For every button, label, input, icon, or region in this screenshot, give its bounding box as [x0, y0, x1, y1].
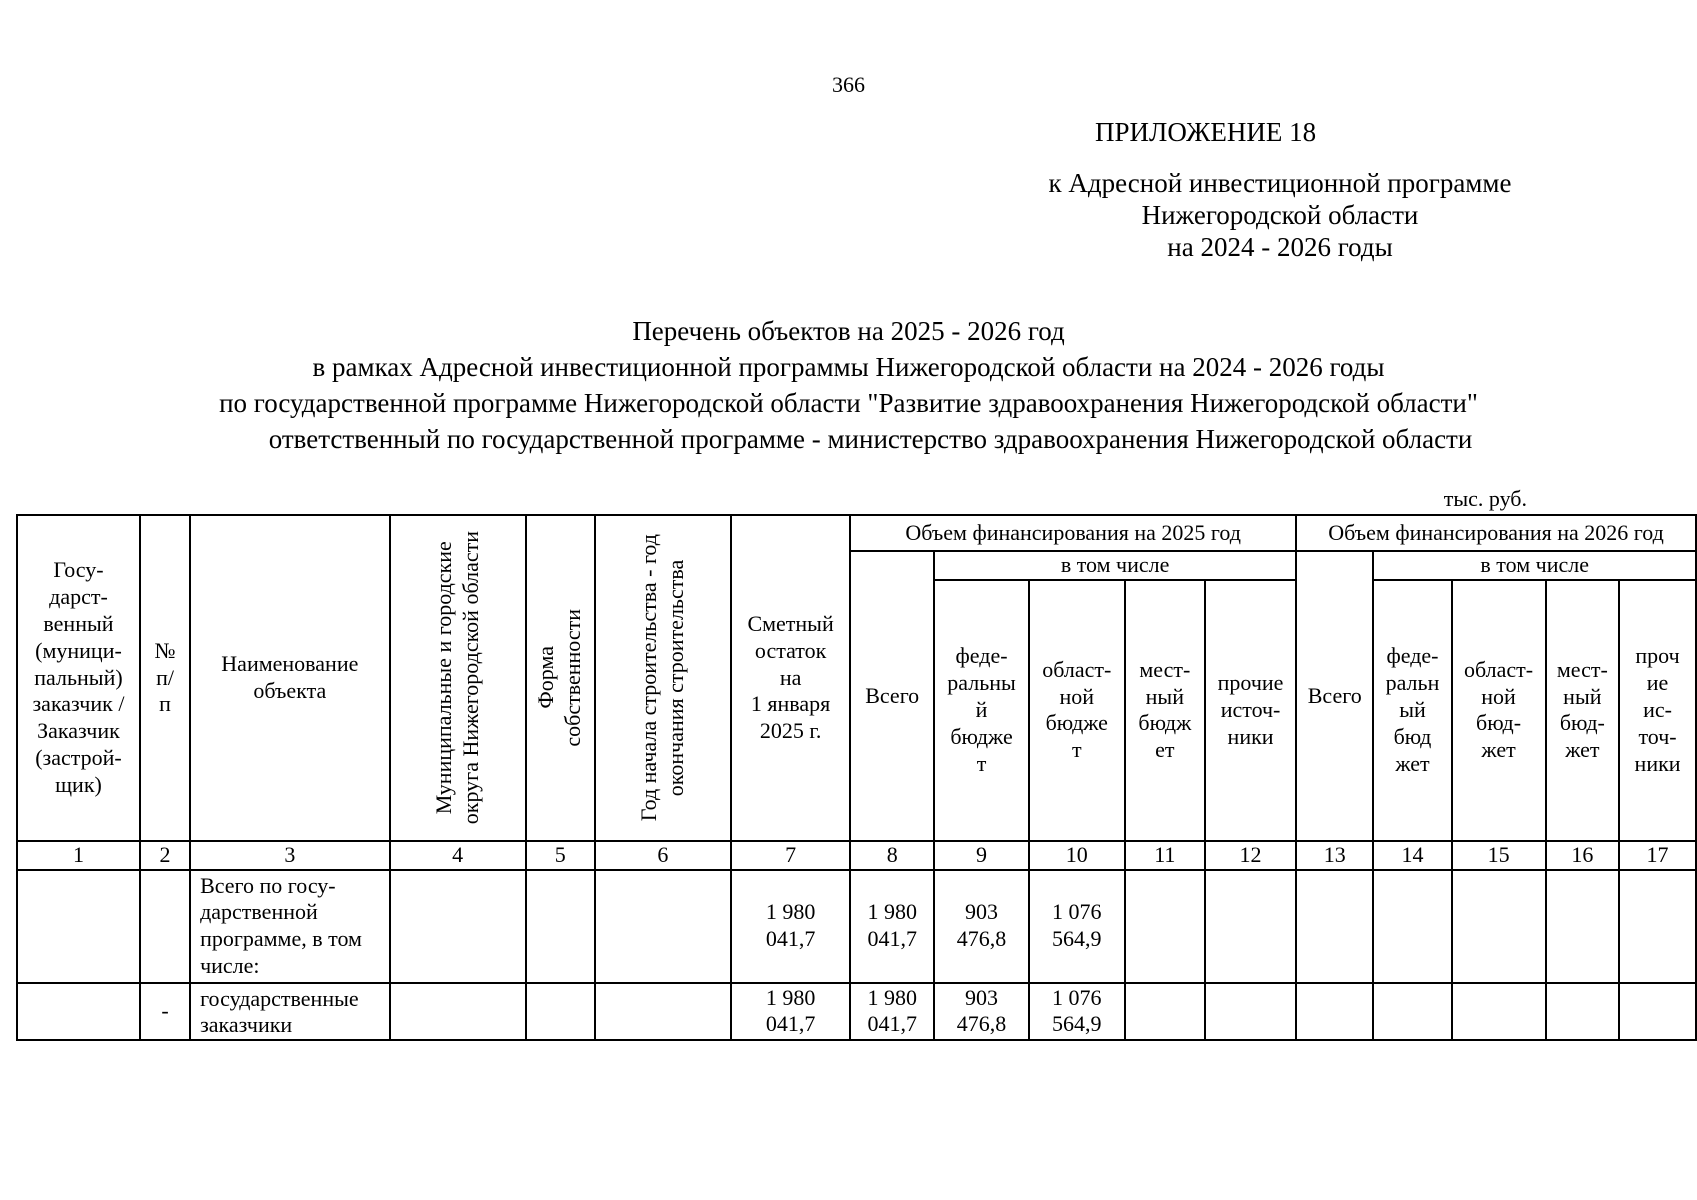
header-local-2026: мест- ный бюд- жет	[1546, 580, 1620, 841]
cell-empty	[1619, 983, 1696, 1041]
column-number: 5	[526, 841, 595, 870]
cell-empty	[526, 983, 595, 1041]
header-ownership: Форма собственности	[526, 515, 595, 841]
header-federal-2025: феде- ральны й бюдже т	[934, 580, 1029, 841]
document-title-line: ответственный по государственной программе - министерство здравоохранения Нижегородской области	[268, 424, 1473, 454]
header-total-2025: Всего	[850, 551, 934, 841]
cell-empty	[1619, 870, 1696, 983]
column-number: 15	[1452, 841, 1546, 870]
cell-empty	[390, 870, 526, 983]
header-estimate: Сметный остаток на 1 января 2025 г.	[731, 515, 850, 841]
cell-object-name: государственные заказчики	[190, 983, 390, 1041]
table-row	[17, 870, 1696, 983]
column-number: 16	[1546, 841, 1620, 870]
column-number: 12	[1205, 841, 1296, 870]
header-customer: Госу- дарст- венный (муници- пальный) заказчик / Заказчик (застрой- щик)	[17, 515, 140, 841]
units-label: тыс. руб.	[1443, 486, 1527, 511]
cell-empty	[1373, 983, 1451, 1041]
cell-empty	[390, 983, 526, 1041]
header-construction-years: Год начала строительства - год окончания строительства	[595, 515, 731, 841]
cell-estimate: 1 980 041,7	[731, 870, 850, 983]
cell-empty	[1125, 870, 1205, 983]
cell-federal-2025: 903 476,8	[934, 870, 1029, 983]
column-number: 14	[1373, 841, 1451, 870]
header-other-2025: прочие источ- ники	[1205, 580, 1296, 841]
document-title-line: Перечень объектов на 2025 - 2026 год	[632, 316, 1065, 346]
column-number: 10	[1029, 841, 1125, 870]
header-districts: Муниципальные и городские округа Нижегородской области	[390, 515, 526, 841]
cell-number	[140, 870, 190, 983]
cell-empty	[1546, 983, 1620, 1041]
page-number: 366	[832, 72, 865, 97]
cell-empty	[1296, 870, 1373, 983]
column-number: 1	[17, 841, 140, 870]
cell-customer	[17, 983, 140, 1041]
header-other-2026: проч ие ис- точ- ники	[1619, 580, 1696, 841]
column-number: 4	[390, 841, 526, 870]
document-title-line: в рамках Адресной инвестиционной программы Нижегородской области на 2024 - 2026 годы	[312, 352, 1385, 382]
header-regional-2026: област- ной бюд- жет	[1452, 580, 1546, 841]
column-number: 13	[1296, 841, 1373, 870]
objects-table	[16, 514, 1697, 1041]
document-title-line: по государственной программе Нижегородской области "Развитие здравоохранения Нижегородской области"	[219, 388, 1478, 418]
column-numbers-row	[17, 841, 1696, 870]
column-number: 2	[140, 841, 190, 870]
table-row	[17, 983, 1696, 1041]
cell-total-2025: 1 980 041,7	[850, 870, 934, 983]
cell-empty	[1296, 983, 1373, 1041]
cell-regional-2025: 1 076 564,9	[1029, 983, 1125, 1041]
cell-empty	[1125, 983, 1205, 1041]
cell-estimate: 1 980 041,7	[731, 983, 850, 1041]
appendix-line: к Адресной инвестиционной программе	[1048, 168, 1512, 198]
header-including-2025: в том числе	[934, 551, 1296, 580]
appendix-line: Нижегородской области	[1141, 200, 1419, 230]
header-federal-2026: феде- ральн ый бюд жет	[1373, 580, 1451, 841]
column-number: 9	[934, 841, 1029, 870]
header-regional-2025: област- ной бюдже т	[1029, 580, 1125, 841]
header-object-name: Наименование объекта	[190, 515, 390, 841]
header-number: № п/ п	[140, 515, 190, 841]
column-number: 11	[1125, 841, 1205, 870]
cell-empty	[1205, 983, 1296, 1041]
header-funding-2026: Объем финансирования на 2026 год	[1296, 515, 1696, 551]
cell-empty	[1373, 870, 1451, 983]
cell-number: -	[140, 983, 190, 1041]
cell-object-name: Всего по госу- дарственной программе, в том числе:	[190, 870, 390, 983]
cell-empty	[1205, 870, 1296, 983]
appendix-line: на 2024 - 2026 годы	[1167, 232, 1393, 262]
column-number: 17	[1619, 841, 1696, 870]
header-total-2026: Всего	[1296, 551, 1373, 841]
header-local-2025: мест- ный бюдж ет	[1125, 580, 1205, 841]
cell-empty	[595, 983, 731, 1041]
column-number: 8	[850, 841, 934, 870]
column-number: 7	[731, 841, 850, 870]
cell-federal-2025: 903 476,8	[934, 983, 1029, 1041]
appendix-title: ПРИЛОЖЕНИЕ 18	[1095, 117, 1317, 147]
column-number: 3	[190, 841, 390, 870]
cell-total-2025: 1 980 041,7	[850, 983, 934, 1041]
cell-empty	[595, 870, 731, 983]
cell-regional-2025: 1 076 564,9	[1029, 870, 1125, 983]
header-funding-2025: Объем финансирования на 2025 год	[850, 515, 1296, 551]
cell-empty	[526, 870, 595, 983]
header-including-2026: в том числе	[1373, 551, 1696, 580]
cell-empty	[1452, 870, 1546, 983]
cell-customer	[17, 870, 140, 983]
cell-empty	[1546, 870, 1620, 983]
cell-empty	[1452, 983, 1546, 1041]
column-number: 6	[595, 841, 731, 870]
